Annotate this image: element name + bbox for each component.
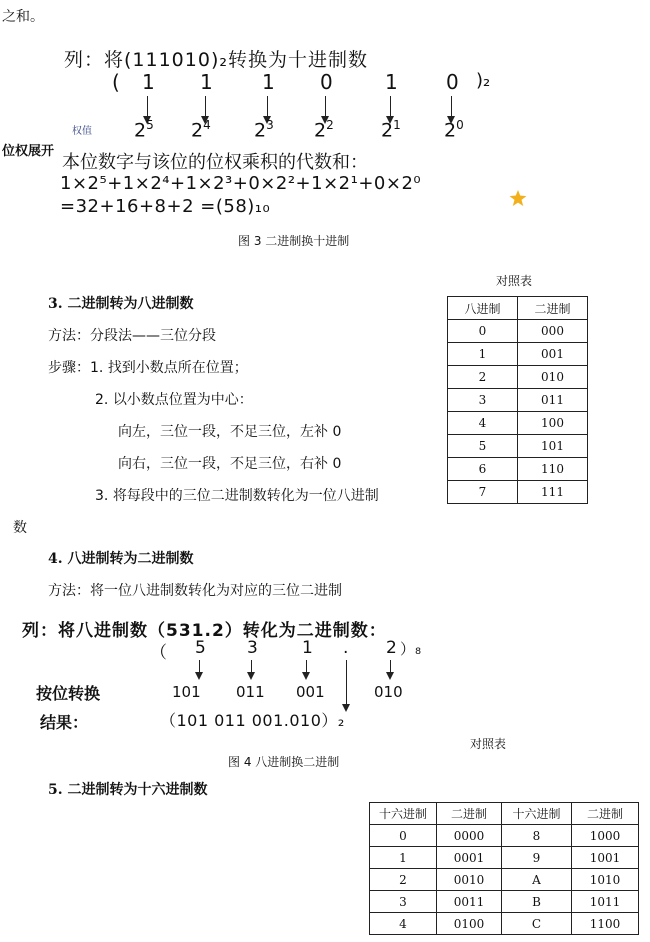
table-cell: 110 — [518, 458, 588, 481]
column-header: 二进制 — [572, 803, 639, 825]
fig3-close-paren: )₂ — [476, 70, 491, 91]
column-header: 二进制 — [437, 803, 502, 825]
table-row — [370, 891, 639, 913]
down-arrow-icon — [306, 660, 307, 678]
section-3-step-2: 2. 以小数点位置为中心： — [95, 392, 253, 408]
fig4-group: 010 — [374, 683, 403, 701]
section-3-step-3: 3. 将每段中的三位二进制数转化为一位八进制 — [95, 488, 379, 504]
table-row — [448, 435, 588, 458]
table-row — [370, 825, 639, 847]
table-cell: 4 — [370, 913, 437, 935]
table-cell: 000 — [518, 320, 588, 343]
table-cell: 0001 — [437, 847, 502, 869]
section-3-right-rule: 向右，三位一段，不足三位，右补 0 — [118, 456, 342, 472]
fig4-result-label: 结果： — [40, 713, 89, 732]
table-row — [370, 847, 639, 869]
table-cell: 1 — [448, 343, 518, 366]
down-arrow-icon — [346, 660, 347, 710]
fig3-weight-label: 权值 — [72, 126, 92, 137]
fig4-group: 001 — [296, 683, 325, 701]
fig4-decimal-point: . — [343, 638, 349, 658]
table-row — [370, 869, 639, 891]
table-row — [448, 389, 588, 412]
table-cell: 001 — [518, 343, 588, 366]
figure-3-binary-to-decimal — [0, 40, 560, 250]
table-cell: 2 — [370, 869, 437, 891]
fig3-power: $2^3$ — [254, 118, 274, 142]
section-3-step-3-wrap: 数 — [13, 520, 27, 536]
table-header-row — [370, 803, 639, 825]
fig3-power: $2^0$ — [444, 118, 464, 142]
fig3-power: $2^2$ — [314, 118, 334, 142]
section-4-method: 方法：将一位八进制数转化为对应的三位二进制 — [48, 583, 342, 599]
table-row — [448, 458, 588, 481]
fig4-digit: 5 — [195, 638, 206, 658]
fig4-digit: 1 — [302, 638, 313, 658]
fig3-expand-label: 位权展开 — [2, 144, 55, 159]
table-cell: 0011 — [437, 891, 502, 913]
table-cell: 0010 — [437, 869, 502, 891]
table-row — [370, 913, 639, 935]
table-row — [448, 481, 588, 504]
table-cell: 8 — [502, 825, 572, 847]
table-header-row — [448, 297, 588, 320]
table-row — [448, 343, 588, 366]
figure-4-caption: 图 4 八进制换二进制 — [228, 755, 340, 769]
table-cell: 4 — [448, 412, 518, 435]
table-cell: 1001 — [572, 847, 639, 869]
table-cell: 1000 — [572, 825, 639, 847]
fig3-power: $2^4$ — [191, 118, 211, 142]
down-arrow-icon — [390, 660, 391, 678]
table-cell: 1 — [370, 847, 437, 869]
column-header: 二进制 — [518, 297, 588, 320]
table-cell: 1100 — [572, 913, 639, 935]
fig3-digit: 1 — [200, 70, 213, 94]
down-arrow-icon — [251, 660, 252, 678]
table-cell: 2 — [448, 366, 518, 389]
down-arrow-icon — [199, 660, 200, 678]
section-3-title: 3. 二进制转为八进制数 — [48, 296, 194, 312]
hex-binary-table — [369, 802, 639, 935]
table-cell: 7 — [448, 481, 518, 504]
section-3-step-1: 步骤：1. 找到小数点所在位置； — [48, 360, 248, 376]
table-cell: 111 — [518, 481, 588, 504]
column-header: 十六进制 — [502, 803, 572, 825]
table-cell: 0 — [370, 825, 437, 847]
octal-binary-table — [447, 296, 588, 504]
intro-text-fragment: 之和。 — [2, 9, 44, 25]
fig4-result: （101 011 001.010）₂ — [160, 711, 345, 730]
table-row — [448, 412, 588, 435]
fig4-open-paren: （ — [150, 643, 167, 663]
table-cell: 3 — [370, 891, 437, 913]
table-cell: 100 — [518, 412, 588, 435]
fig3-sum-description: 本位数字与该位的位权乘积的代数和： — [62, 152, 368, 173]
table-2-caption: 对照表 — [470, 737, 507, 751]
fig3-digit: 1 — [142, 70, 155, 94]
fig4-close-paren: ）₈ — [400, 640, 422, 658]
fig3-formula-result: =32+16+8+2 =(58)₁₀ — [60, 196, 271, 217]
fig4-digit: 3 — [247, 638, 258, 658]
fig4-group: 011 — [236, 683, 265, 701]
fig4-group: 101 — [172, 683, 201, 701]
section-4-title: 4. 八进制转为二进制数 — [48, 551, 194, 567]
section-3-left-rule: 向左，三位一段，不足三位，左补 0 — [118, 424, 342, 440]
fig4-digit: 2 — [386, 638, 397, 658]
table-cell: C — [502, 913, 572, 935]
fig3-formula-expansion: 1×2⁵+1×2⁴+1×2³+0×2²+1×2¹+0×2⁰ — [60, 173, 422, 194]
fig3-power: $2^1$ — [381, 118, 401, 142]
fig3-digit: 0 — [320, 70, 333, 94]
fig3-digit: 1 — [385, 70, 398, 94]
table-row — [448, 366, 588, 389]
table-1-caption: 对照表 — [496, 274, 533, 288]
column-header: 八进制 — [448, 297, 518, 320]
table-row — [448, 320, 588, 343]
fig3-power: $2^5$ — [134, 118, 154, 142]
fig3-example-line: 列：将(111010)₂转换为十进制数 — [64, 49, 368, 71]
table-cell: 0000 — [437, 825, 502, 847]
figure-3-caption: 图 3 二进制换十进制 — [238, 234, 350, 248]
star-icon — [509, 190, 527, 206]
section-3-method: 方法：分段法——三位分段 — [48, 328, 216, 344]
table-cell: 9 — [502, 847, 572, 869]
table-cell: 101 — [518, 435, 588, 458]
fig3-digit: 1 — [262, 70, 275, 94]
table-cell: A — [502, 869, 572, 891]
figure-4-octal-to-binary — [0, 606, 560, 746]
table-cell: 1011 — [572, 891, 639, 913]
table-cell: B — [502, 891, 572, 913]
column-header: 十六进制 — [370, 803, 437, 825]
fig3-digit: 0 — [446, 70, 459, 94]
table-cell: 6 — [448, 458, 518, 481]
table-cell: 3 — [448, 389, 518, 412]
section-5-title: 5. 二进制转为十六进制数 — [48, 782, 208, 798]
table-cell: 0100 — [437, 913, 502, 935]
table-cell: 5 — [448, 435, 518, 458]
fig4-convert-label: 按位转换 — [36, 684, 101, 703]
table-cell: 011 — [518, 389, 588, 412]
fig3-open-paren: ( — [112, 70, 120, 94]
fig4-example-line: 列：将八进制数（531.2）转化为二进制数： — [22, 621, 387, 641]
table-cell: 1010 — [572, 869, 639, 891]
table-cell: 0 — [448, 320, 518, 343]
table-cell: 010 — [518, 366, 588, 389]
